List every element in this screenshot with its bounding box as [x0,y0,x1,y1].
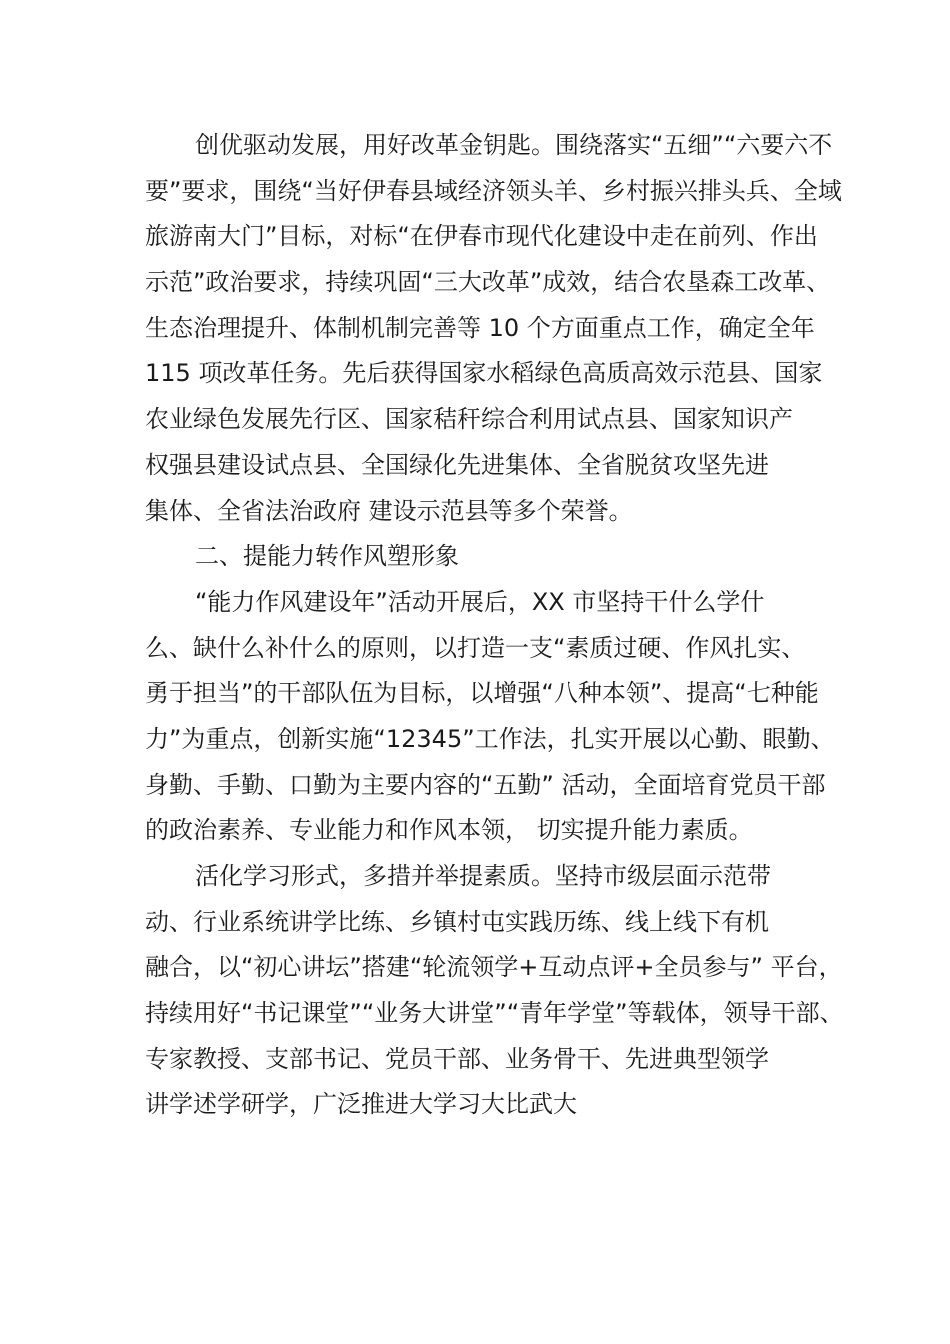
text-line: 要”要求，围绕“当好伊春县域经济领头羊、乡村振兴排头兵、全域 [145,176,842,205]
text-line: 动、行业系统讲学比练、乡镇村屯实践历练、线上线下有机 [145,907,769,936]
text-line: 持续用好“书记课堂”“业务大讲堂”“青年学堂”等载体，领导干部、 [145,999,844,1028]
section-heading [145,534,845,580]
paragraph-ability-style [145,580,845,854]
text-line: 生态治理提升、体制机制完善等 10 个方面重点工作，确定全年 [145,313,815,342]
text-line: 讲学述学研学，广泛推进大学习大比武大 [145,1090,577,1119]
text-line: 身勤、手勤、口勤为主要内容的“五勤” 活动，全面培育党员干部 [145,770,826,799]
text-line: 的政治素养、专业能力和作风本领， 切实提升能力素质。 [145,816,753,845]
text-line: 示范”政治要求，持续巩固“三大改革”成效，结合农垦森工改革、 [145,268,831,297]
paragraph-learning [145,854,845,1128]
text-line: 勇于担当”的干部队伍为目标，以增强“八种本领”、提高“七种能 [145,679,819,708]
text-line: 115 项改革任务。先后获得国家水稻绿色高质高效示范县、国家 [145,359,823,388]
text-line: 农业绿色发展先行区、国家秸秆综合利用试点县、国家知识产 [145,405,793,434]
text-line: 融合，以“初心讲坛”搭建“轮流领学+互动点评+全员参与” 平台， [145,953,843,982]
document-body [145,123,845,1128]
text-line: 创优驱动发展，用好改革金钥匙。围绕落实“五细”“六要六不 [195,131,833,159]
text-line: 集体、全省法治政府 建设示范县等多个荣誉。 [145,496,633,525]
section-heading-text: 二、提能力转作风塑形象 [195,542,459,571]
paragraph-reform [145,123,845,534]
text-line: 活化学习形式，多措并举提素质。坚持市级层面示范带 [195,862,771,890]
text-line: 力”为重点，创新实施“12345”工作法，扎实开展以心勤、眼勤、 [145,724,835,753]
text-line: 旅游南大门”目标，对标“在伊春市现代化建设中走在前列、作出 [145,222,818,251]
text-line: “能力作风建设年”活动开展后，XX 市坚持干什么学什 [195,587,765,616]
text-line: 权强县建设试点县、全国绿化先进集体、全省脱贫攻坚先进 [145,450,769,479]
text-line: 么、缺什么补什么的原则，以打造一支“素质过硬、作风扎实、 [145,633,806,662]
text-line: 专家教授、支部书记、党员干部、业务骨干、先进典型领学 [145,1044,769,1073]
